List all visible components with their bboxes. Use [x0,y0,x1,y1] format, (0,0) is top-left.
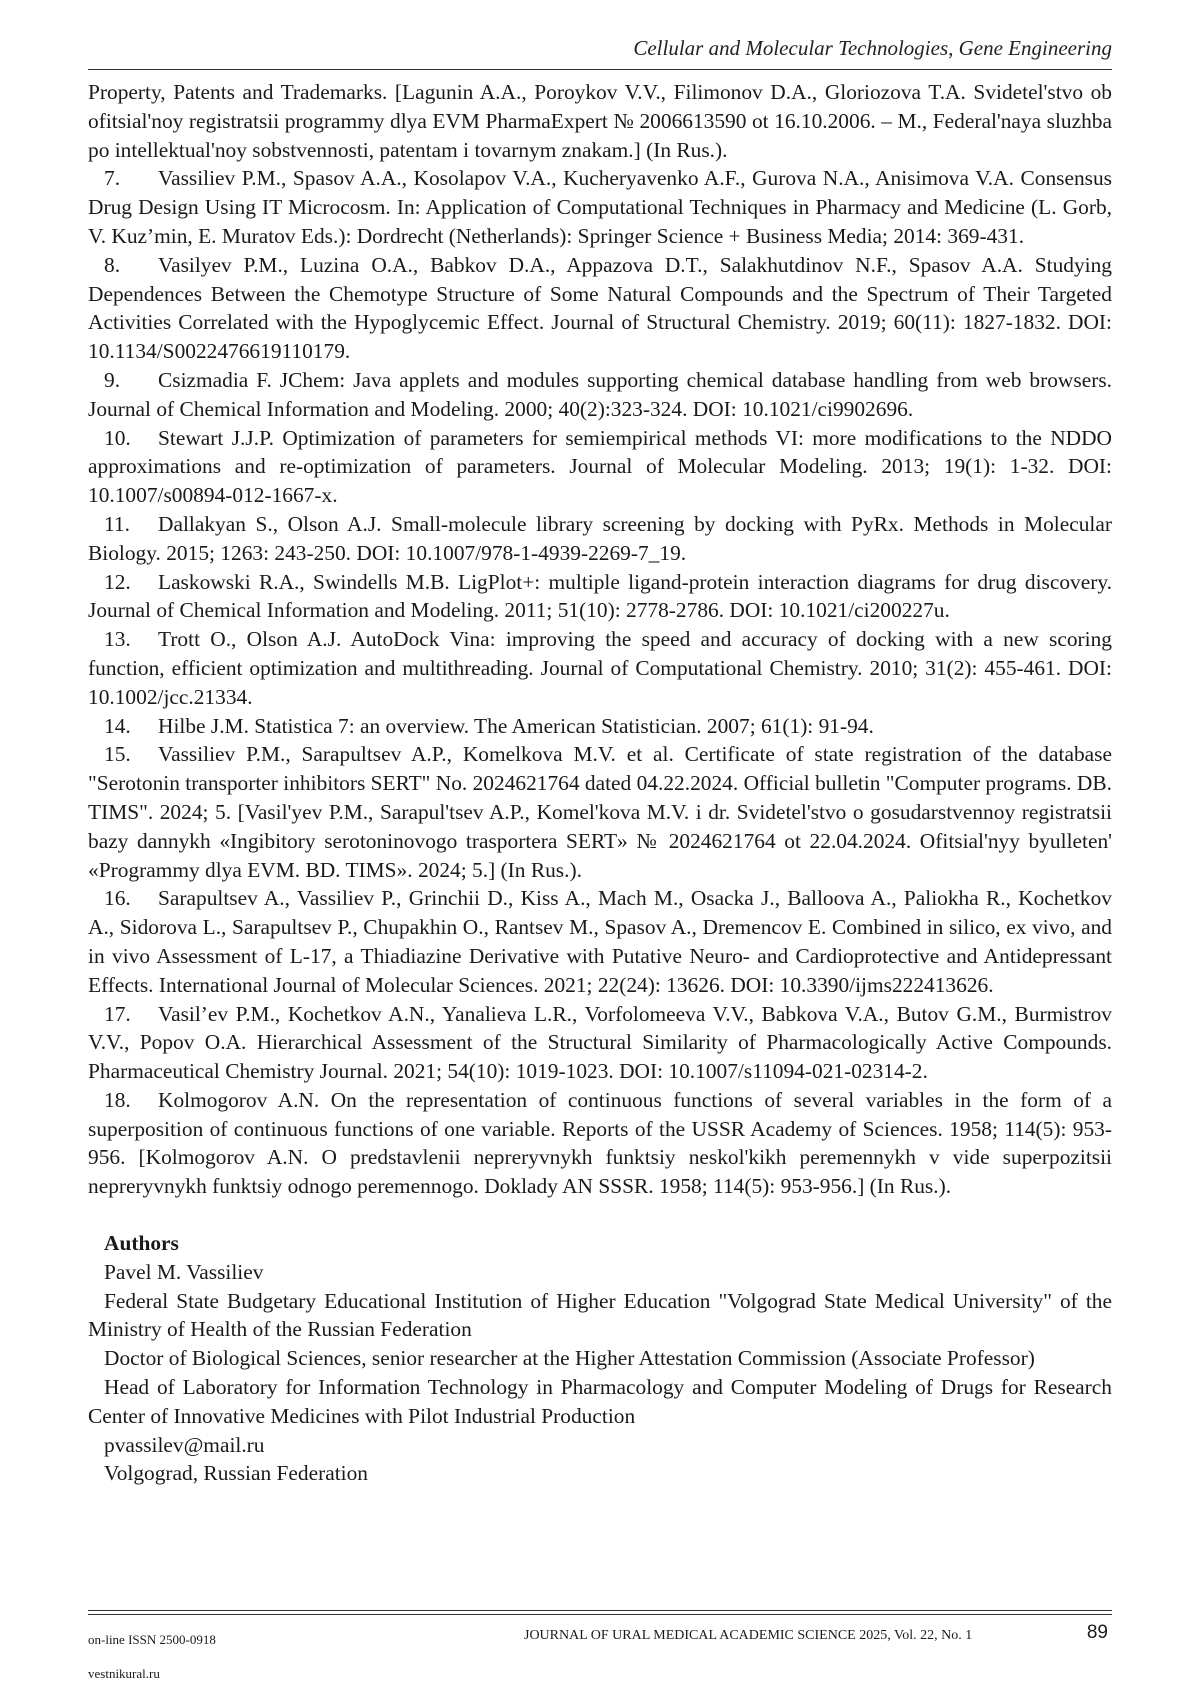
reference-number: 7. [104,166,121,191]
reference-item [88,164,1112,250]
reference-number: 10. [104,425,131,450]
running-header: Cellular and Molecular Technologies, Gene Engineering [633,36,1112,60]
reference-text: Vasilyev P.M., Luzina O.A., Babkov D.A., Appazova D.T., Salakhutdinov N.F., Spasov A.A. Studying Dependences Between the Chemotype Structure of Some Natural Compounds and the Spectrum of Their Targeted Activities Correlated with the Hypoglycemic Effect. Journal of Structural Chemistry. 2019; 60(11): 1827-1832. DOI: 10.1134/S0022476619110179. [88,252,1112,364]
reference-text: Stewart J.J.P. Optimization of parameters for semiempirical methods VI: more modifications to the NDDO approximations and re-optimization of parameters. Journal of Molecular Modeling. 2013; 19(1): 1-32. DOI: 10.1007/s00894-012-1667-x. [88,425,1112,508]
author-location: Volgograd, Russian Federation [104,1461,368,1486]
reference-text: Property, Patents and Trademarks. [Lagunin A.A., Poroykov V.V., Filimonov D.A., Gloriozova T.A. Svidetel'stvo ob ofitsial'noy registratsii programmy dlya EVM PharmaExpert № 2006613590 ot 16.10.2006. – M., Federal'naya sluzhba po intellektual'noy sobstvennosti, patentam i tovarnym znakam.] (In Rus.). [88,80,1112,162]
reference-text: Vassiliev P.M., Spasov A.A., Kosolapov V.A., Kucheryavenko A.F., Gurova N.A., Anisimova V.A. Consensus Drug Design Using IT Microcosm. In: Application of Computational Techniques in Pharmacy and Medicine (L. Gorb, V. Kuz’min, E. Muratov Eds.): Dordrecht (Netherlands): Springer Science + Business Media; 2014: 369-431. [88,166,1112,248]
reference-number: 8. [104,252,121,277]
reference-text: Trott O., Olson A.J. AutoDock Vina: improving the speed and accuracy of docking with a new scoring function, efficient optimization and multithreading. Journal of Computational Chemistry. 2010; 31(2): 455-461. DOI: 10.1002/jcc.21334. [88,627,1112,709]
reference-item [88,1000,1112,1086]
reference-text: Vassiliev P.M., Sarapultsev A.P., Komelkova M.V. et al. Certificate of state registration of the database "Serotonin transporter inhibitors SERT" No. 2024621764 dated 04.22.2024. Official bulletin "Computer programs. DB. TIMS". 2024; 5. [Vasil'yev P.M., Sarapul'tsev A.P., Komel'kova M.V. i dr. Svidetel'stvo o gosudarstvennoy registratsii bazy dannykh «Ingibitory serotoninovogo trasportera SERT» № 2024621764 ot 22.04.2024. Ofitsial'nyy byulleten' «Programmy dlya EVM. BD. TIMS». 2024; 5.] (In Rus.). [88,742,1112,882]
reference-item [88,712,1112,741]
author-affiliation: Federal State Budgetary Educational Institution of Higher Education "Volgograd State Medical University" of the Ministry of Health of the Russian Federation [88,1288,1112,1342]
reference-list [88,78,1112,1201]
author-email: pvassilev@mail.ru [104,1432,265,1457]
reference-item [88,740,1112,884]
reference-number: 13. [104,627,131,652]
author-position: Head of Laboratory for Information Technology in Pharmacology and Computer Modeling of Drugs for Research Center of Innovative Medicines with Pilot Industrial Production [88,1375,1112,1428]
footer-issn: on-line ISSN 2500-0918 [88,1632,216,1647]
reference-number: 9. [104,367,121,392]
reference-text: Laskowski R.A., Swindells M.B. LigPlot+: multiple ligand-protein interaction diagrams for drug discovery. Journal of Chemical Information and Modeling. 2011; 51(10): 2778-2786. DOI: 10.1021/ci200227u. [88,569,1112,623]
page-body [88,78,1112,1488]
footer-divider [88,1610,1112,1611]
reference-item [88,625,1112,711]
reference-number: 16. [104,886,131,911]
reference-number: 12. [104,569,131,594]
reference-continued [88,78,1112,164]
authors-section [88,1229,1112,1488]
reference-item [88,510,1112,568]
reference-number: 15. [104,742,131,767]
reference-item [88,251,1112,366]
reference-number: 14. [104,713,131,738]
author-name: Pavel M. Vassiliev [104,1259,264,1284]
reference-text: Kolmogorov A.N. On the representation of continuous functions of several variables in the form of a superposition of continuous functions of one variable. Reports of the USSR Academy of Sciences. 1958; 114(5): 953-956. [Kolmogorov A.N. O predstavlenii nepreryvnykh funktsiy neskol'kikh peremennykh v vide superpozitsii nepreryvnykh funktsiy odnogo peremennogo. Doklady AN SSSR. 1958; 114(5): 953-956.] (In Rus.). [88,1087,1112,1199]
reference-text: Dallakyan S., Olson A.J. Small-molecule library screening by docking with PyRx. Methods in Molecular Biology. 2015; 1263: 243-250. DOI: 10.1007/978-1-4939-2269-7_19. [88,511,1112,565]
reference-item [88,884,1112,999]
reference-item [88,366,1112,424]
reference-text: Sarapultsev A., Vassiliev P., Grinchii D., Kiss A., Mach M., Osacka J., Balloova A., Paliokha R., Kochetkov A., Sidorova L., Sarapultsev P., Chupakhin O., Rantsev M., Spasov A., Dremencov E. Combined in silico, ex vivo, and in vivo Assessment of L-17, a Thiadiazine Derivative with Putative Neuro- and Cardioprotective and Antidepressant Effects. International Journal of Molecular Sciences. 2021; 22(24): 13626. DOI: 10.3390/ijms222413626. [88,886,1112,997]
author-degree: Doctor of Biological Sciences, senior researcher at the Higher Attestation Commission (Associate Professor) [104,1346,1035,1371]
reference-number: 18. [104,1087,131,1112]
reference-text: Vasil’ev P.M., Kochetkov A.N., Yanalieva L.R., Vorfolomeeva V.V., Babkova V.A., Butov G.M., Burmistrov V.V., Popov O.A. Hierarchical Assessment of the Structural Similarity of Pharmacologically Active Compounds. Pharmaceutical Chemistry Journal. 2021; 54(10): 1019-1023. DOI: 10.1007/s11094-021-02314-2. [88,1001,1112,1084]
reference-item [88,424,1112,510]
page-number: 89 [1086,1622,1108,1643]
reference-number: 17. [104,1001,131,1026]
footer-divider-secondary [88,1614,1112,1615]
reference-item [88,1086,1112,1201]
reference-number: 11. [104,511,130,536]
header-divider [88,69,1112,70]
reference-item [88,568,1112,626]
reference-text: Csizmadia F. JChem: Java applets and modules supporting chemical database handling from web browsers. Journal of Chemical Information and Modeling. 2000; 40(2):323-324. DOI: 10.1021/ci9902696. [88,367,1112,421]
authors-heading: Authors [104,1231,179,1256]
footer-website: vestnikural.ru [88,1666,160,1681]
reference-text: Hilbe J.M. Statistica 7: an overview. The American Statistician. 2007; 61(1): 91-94. [158,713,874,738]
footer-journal-title: JOURNAL OF URAL MEDICAL ACADEMIC SCIENCE 2025, Vol. 22, No. 1 [524,1628,973,1643]
